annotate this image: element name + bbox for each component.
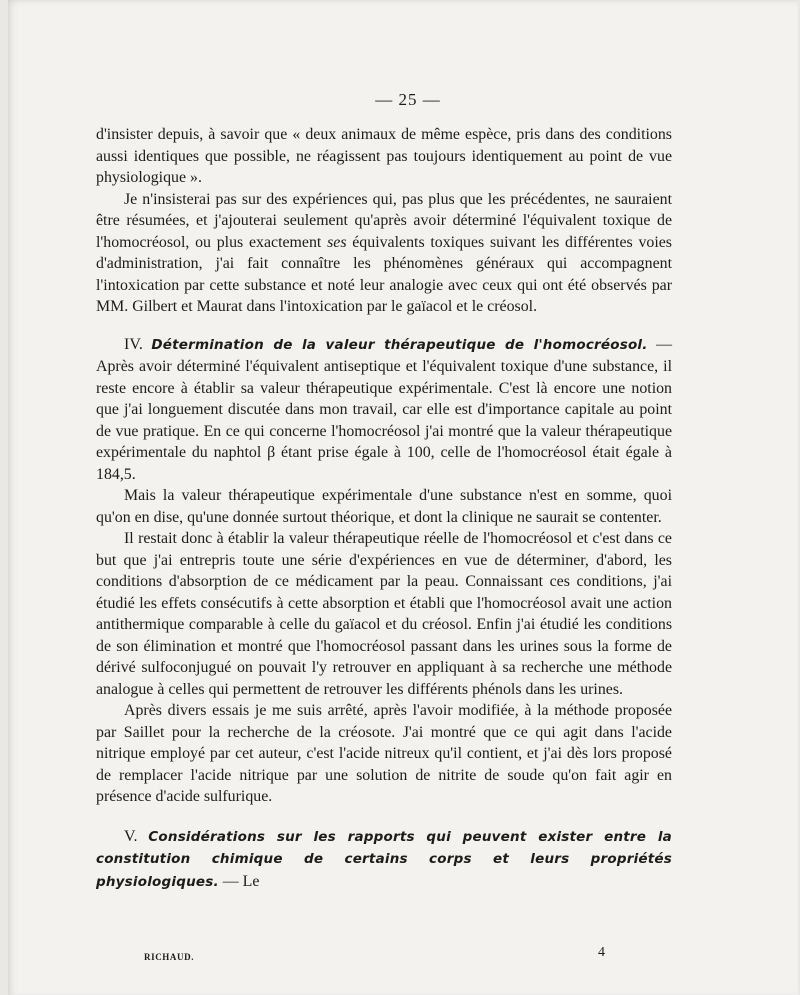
- section-v-numeral: V.: [124, 827, 138, 845]
- section-v-text: Le: [242, 872, 260, 890]
- footer-author: RICHAUD.: [144, 952, 195, 962]
- section-iv-dash: —: [647, 335, 672, 353]
- page-number: — 25 —: [375, 90, 441, 109]
- section-v-dash: —: [218, 872, 243, 890]
- body-text: [96, 124, 672, 893]
- section-v-heading: Considérations sur les rapports qui peuvent exister entre la constitution chimique de certains corps et leurs propriétés physiologiques.: [96, 828, 672, 890]
- emphasis-ses: ses: [327, 233, 347, 251]
- section-iv-text: Après avoir déterminé l'équivalent antiseptique et l'équivalent toxique d'une substance, il reste encore à établir sa valeur thérapeutique expérimentale. C'est là encore une notion que j'ai longuement discutée dans mon travail, car elle est d'importance capitale au point de vue pratique. En ce qui concerne l'homocréosol j'ai montré que la valeur thérapeutique expérimentale du naphtol β étant prise égale à 100, celle de l'homocréosol était égale à 184,5.: [96, 358, 672, 483]
- scanned-page: [8, 0, 798, 995]
- paragraph-experiences: [96, 189, 672, 318]
- section-iv-heading: Détermination de la valeur thérapeutique de l'homocréosol.: [151, 336, 648, 353]
- section-iv: [96, 334, 672, 486]
- paragraph-text: équivalents toxiques suivant les différentes voies d'administration, j'ai fait connaître les phénomènes généraux qui accompagnent l'intoxication par cette substance et noté leur analogie avec ceux qui ont été observés par MM. Gilbert et Maurat dans l'intoxication par le gaïacol et le créosol.: [96, 233, 672, 315]
- paragraph-valeur: Mais la valeur thérapeutique expérimentale d'une substance n'est en somme, quoi qu'on en dise, qu'une donnée surtout théorique, et dont la clinique ne saurait se contenter.: [96, 487, 672, 526]
- footer-signature-mark: 4: [598, 945, 605, 960]
- paragraph-absorption: Il restait donc à établir la valeur thérapeutique réelle de l'homocréosol et c'est dans ce but que j'ai entrepris toute une série d'expériences en vue de déterminer, d'abord, les conditions d'absorption de ce médicament par la peau. Connaissant ces conditions, j'ai étudié les effets consécutifs à cette absorption et établi que l'homocréosol avait une action antithermique comparable à celle du gaïacol et du créosol. Enfin j'ai étudié les conditions de son élimination et montré que l'homocréosol passant dans les urines sous la forme de dérivé sulfoconjugué on pouvait l'y retrouver en appliquant à sa recherche une méthode analogue à celles qui permettent de retrouver les différents phénols dans les urines.: [96, 530, 672, 698]
- paragraph-methode: Après divers essais je me suis arrêté, après l'avoir modifiée, à la méthode proposée par Saillet pour la recherche de la créosote. J'ai montré que ce qui agit dans l'acide nitrique employé par cet auteur, c'est l'acide nitreux qu'il contient, et j'ai dès lors proposé de remplacer l'acide nitrique par une solution de nitrite de soude qu'on fait agir en présence d'acide sulfurique.: [96, 702, 672, 805]
- paragraph-text: Je n'insisterai pas sur des expériences qui, pas plus que les précédentes, ne sauraient être résumées, et j'ajouterai seulement qu'après avoir déterminé l'équivalent toxique de l'homocréosol, ou plus exactement: [96, 190, 672, 251]
- section-v: [96, 826, 672, 894]
- section-iv-numeral: IV.: [124, 335, 143, 353]
- paragraph-continuation: d'insister depuis, à savoir que « deux animaux de même espèce, pris dans des conditions aussi identiques que possible, ne réagissent pas toujours identiquement au point de vue physiologique ».: [96, 126, 672, 186]
